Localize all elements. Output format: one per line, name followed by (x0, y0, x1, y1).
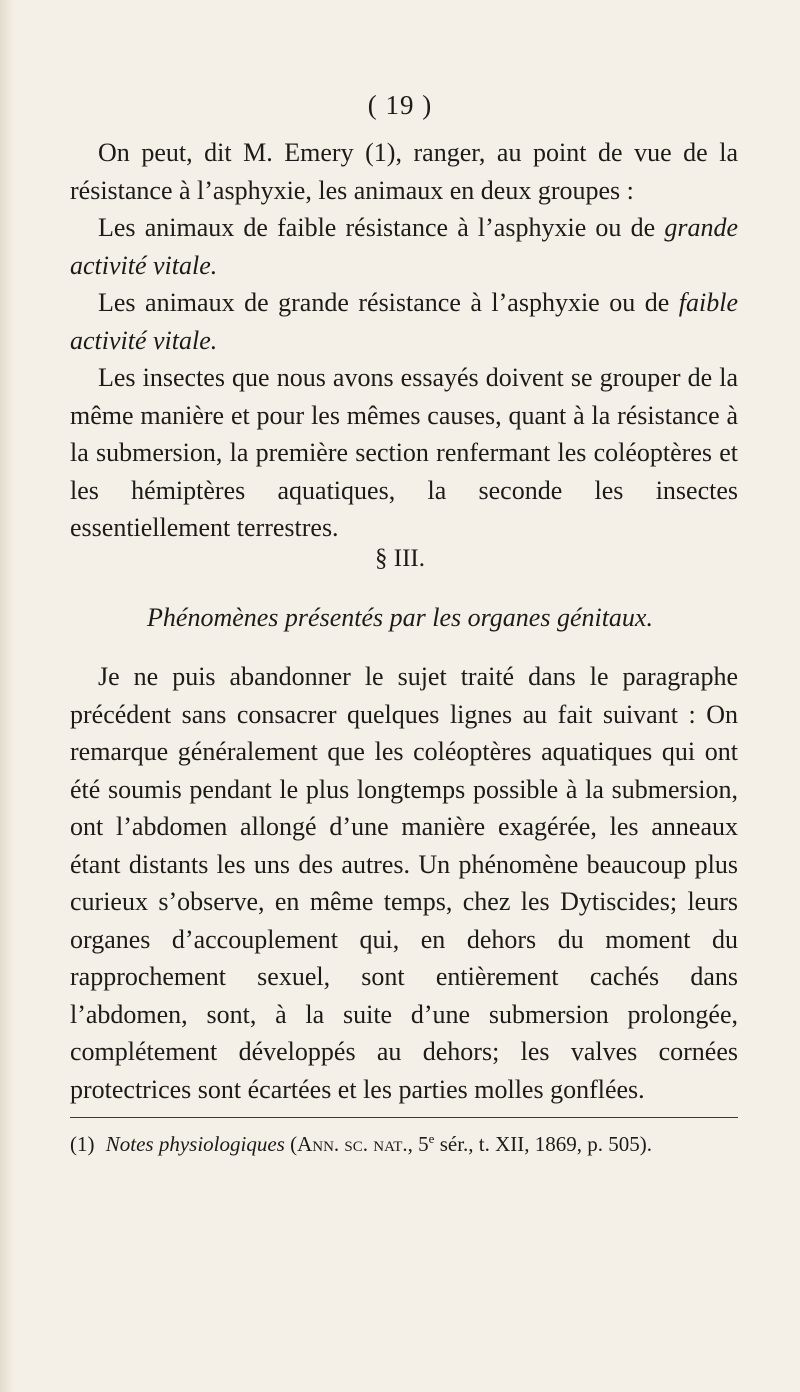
footnote-series-superscript: e (428, 1131, 435, 1146)
paragraph: Je ne puis abandonner le sujet traité dans le paragraphe précédent sans consacrer quelques lignes au fait suivant : On remarque généralement que les coléoptères aquatiques qui ont été soumis pendant le plus longtemps possible à la submersion, ont l’abdomen allongé d’une manière exagérée, les anneaux étant distants les uns des autres. Un phénomène beaucoup plus curieux s’observe, en même temps, chez les Dytiscides; leurs organes d’accouplement qui, en dehors du moment du rapprochement sexuel, sont entièrement cachés dans l’abdomen, sont, à la suite d’une submersion prolongée, complétement développés au dehors; les valves cornées protectrices sont écartées et les parties molles gonflées. (70, 662, 738, 1104)
body-text-upper (70, 134, 738, 547)
section-number: § III. (375, 545, 425, 572)
footnote-number: (1) (70, 1132, 95, 1156)
italic-phrase: grande activité vitale. (70, 213, 738, 280)
page-edge-shadow (0, 0, 14, 1392)
footnote (70, 1129, 738, 1159)
paragraph: On peut, dit M. Emery (1), ranger, au point de vue de la résistance à l’asphyxie, les animaux en deux groupes : (70, 138, 738, 205)
paragraph: Les insectes que nous avons essayés doivent se grouper de la même manière et pour les mêmes causes, quant à la résistance à la submersion, la première section renfermant les coléoptères et les hémiptères aquatiques, la seconde les insectes essentiellement terrestres. (70, 363, 738, 542)
footnote-reference: sér., t. XII, 1869, p. 505). (439, 1132, 653, 1156)
paragraph (70, 284, 738, 359)
page-number: ( 19 ) (367, 90, 433, 120)
section-title: Phénomènes présentés par les organes génitaux. (147, 603, 653, 632)
footnote-journal: Ann. sc. nat., (297, 1132, 413, 1156)
footnote-series-number: 5 (418, 1132, 429, 1156)
paragraph (70, 209, 738, 284)
paragraph-text: Les animaux de grande résistance à l’asphyxie ou de (98, 288, 670, 317)
footnote-title: Notes physiologiques (105, 1132, 285, 1156)
paragraph-text: Les animaux de faible résistance à l’asphyxie ou de (98, 213, 656, 242)
footnote-paren: ( (290, 1132, 298, 1156)
footnote-rule (70, 1117, 738, 1118)
body-text-lower (70, 658, 738, 1108)
italic-phrase: faible activité vitale. (70, 288, 739, 355)
